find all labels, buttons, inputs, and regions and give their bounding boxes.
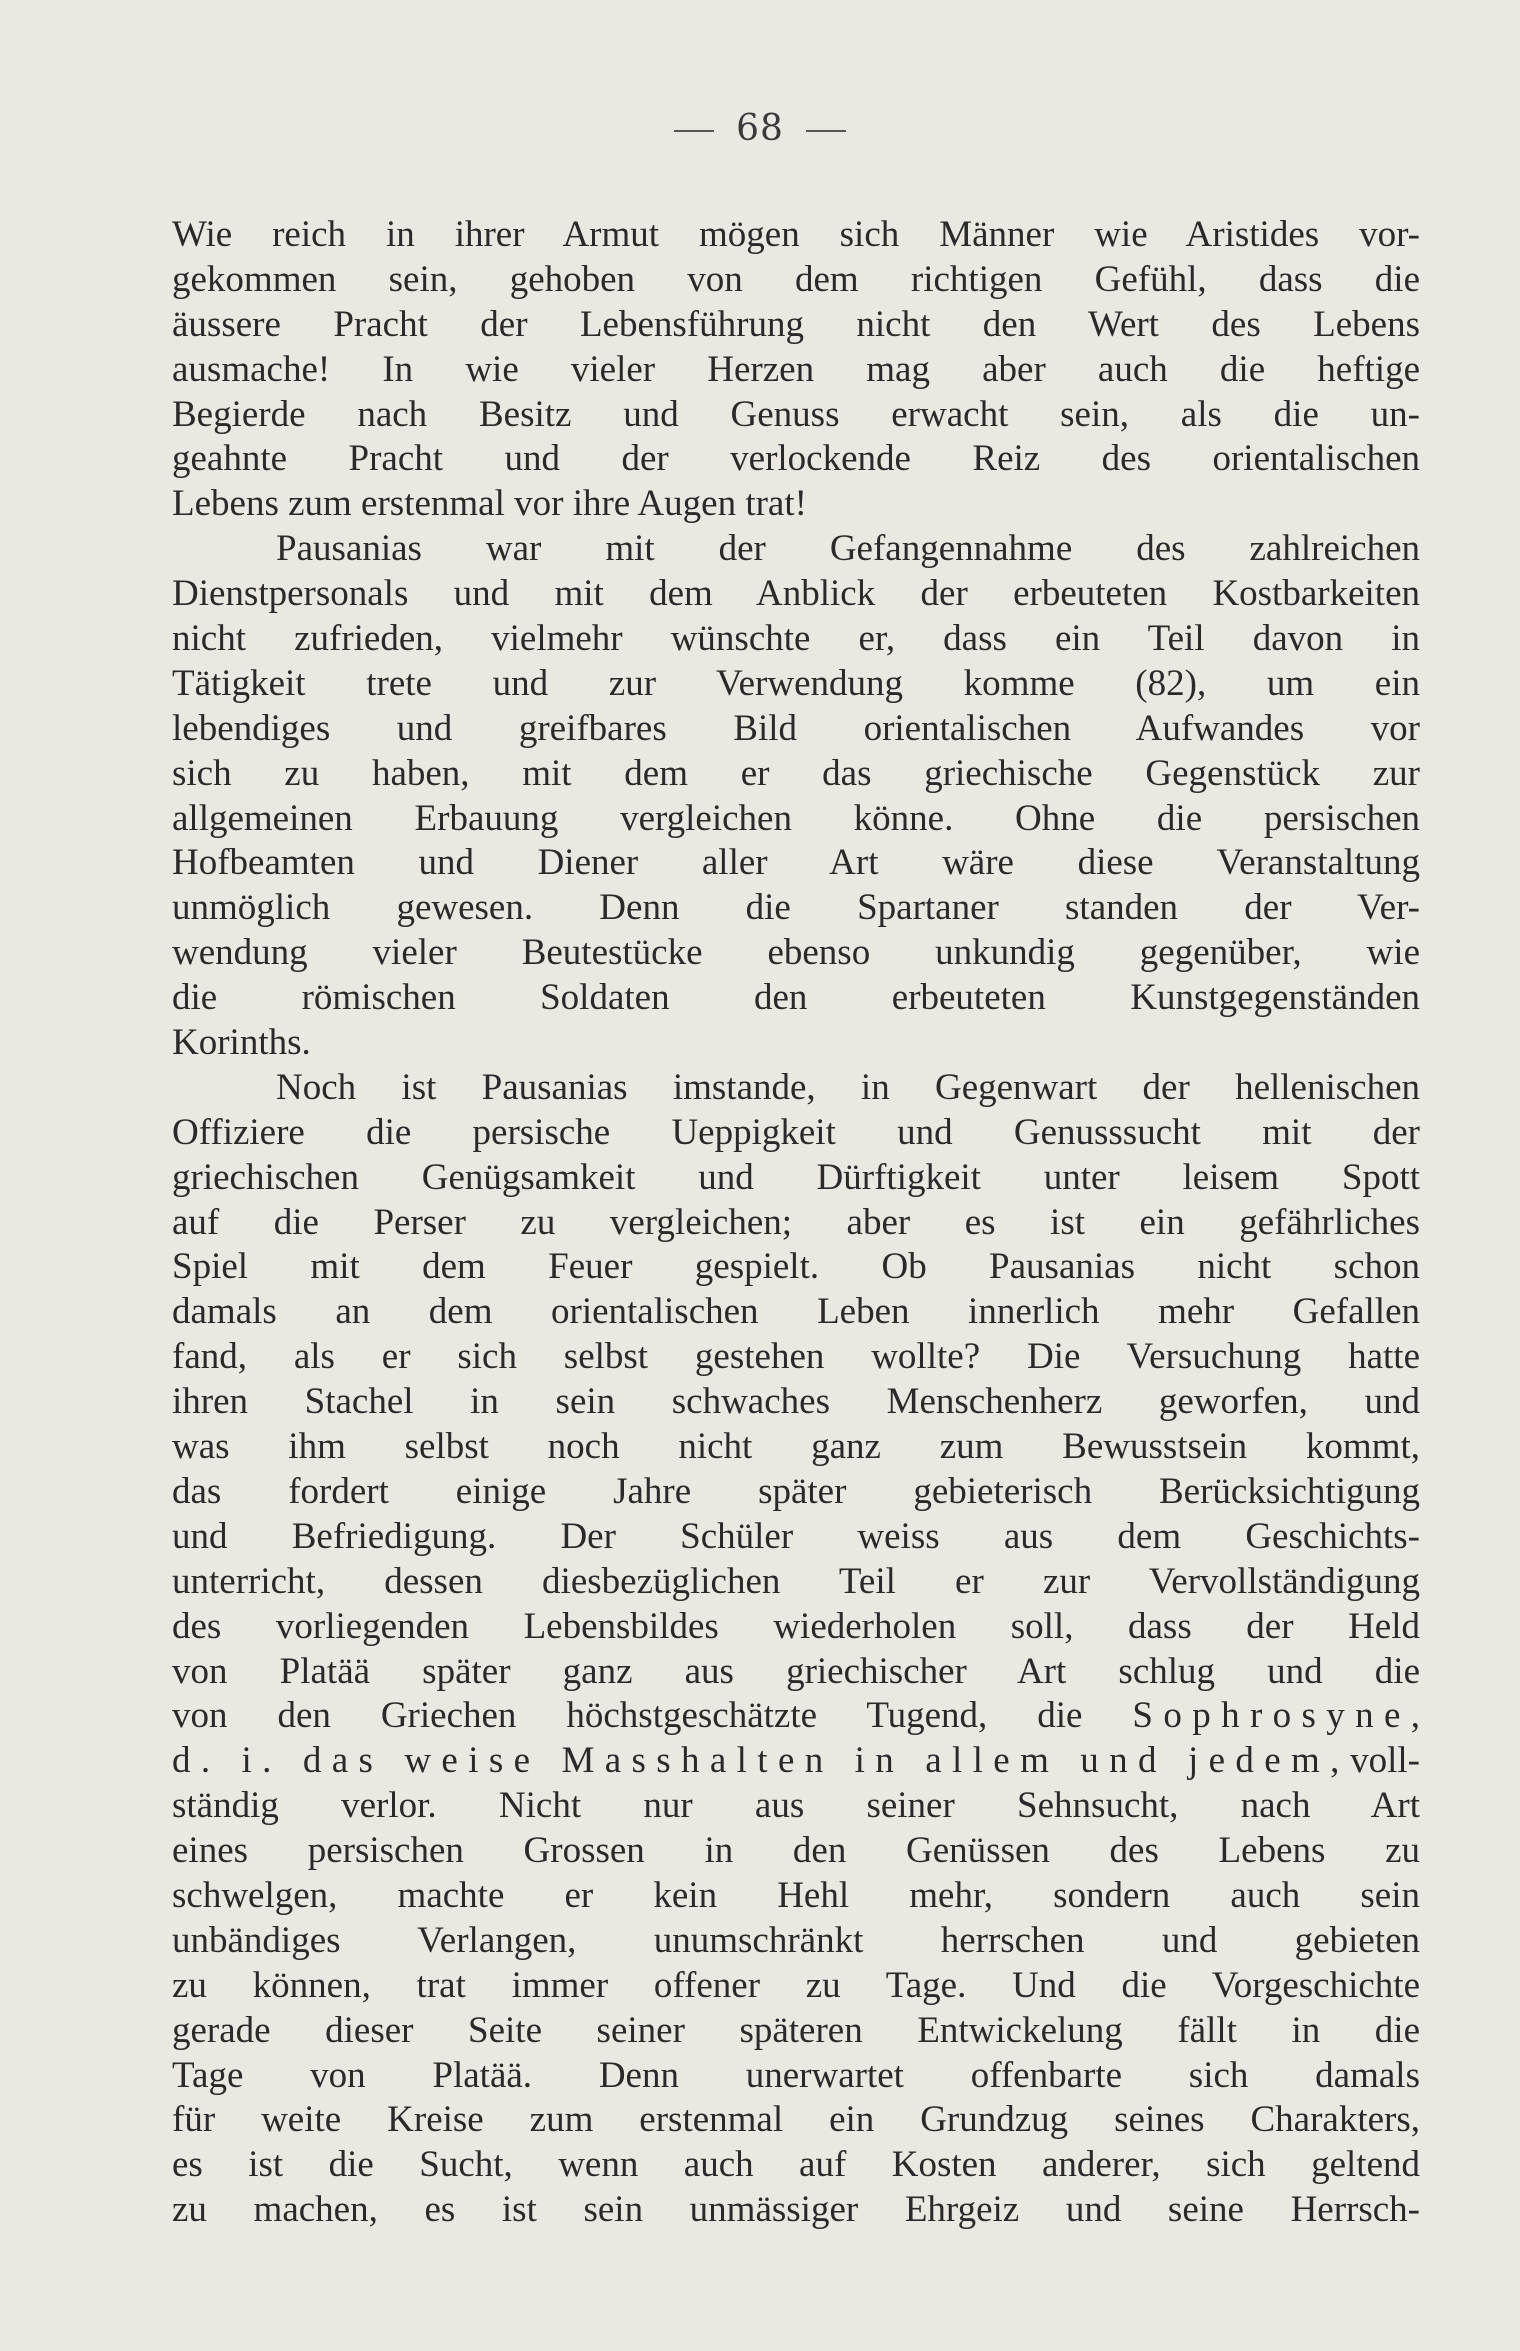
text-line: Hofbeamten und Diener aller Art wäre diese Veranstaltung xyxy=(172,842,1420,884)
text-line: sich zu haben, mit dem er das griechische Gegenstück zur xyxy=(172,752,1420,794)
text-line: Tage von Platää. Denn unerwartet offenbarte sich damals xyxy=(172,2054,1420,2096)
text-line: unbändiges Verlangen, unumschränkt herrschen und gebieten xyxy=(172,1919,1420,1961)
spaced-word-sophrosyne: Sophrosyne xyxy=(1132,1695,1411,1737)
text-line: geahnte Pracht und der verlockende Reiz des orientalischen xyxy=(172,438,1420,480)
text-line: Noch ist Pausanias imstande, in Gegenwart der hellenischen xyxy=(276,1066,1420,1108)
text-fragment: , voll- xyxy=(1330,1740,1421,1782)
text-line-spaced-masshalten xyxy=(172,1739,1420,1784)
spaced-phrase-masshalten: d. i. das weise Masshalten in allem und jedem xyxy=(172,1740,1331,1782)
text-line: Dienstpersonals und mit dem Anblick der erbeuteten Kostbarkeiten xyxy=(172,573,1420,615)
text-line: ausmache! In wie vieler Herzen mag aber auch die heftige xyxy=(172,348,1420,390)
text-line: Korinths. xyxy=(172,1022,311,1064)
text-line: ständig verlor. Nicht nur aus seiner Sehnsucht, nach Art xyxy=(172,1785,1420,1827)
left-dash xyxy=(674,130,714,132)
text-line: äussere Pracht der Lebensführung nicht den Wert des Lebens xyxy=(172,303,1420,345)
text-line: ihren Stachel in sein schwaches Menschenherz geworfen, und xyxy=(172,1381,1420,1423)
text-line: lebendiges und greifbares Bild orientalischen Aufwandes vor xyxy=(172,707,1420,749)
text-line: Wie reich in ihrer Armut mögen sich Männer wie Aristides vor- xyxy=(172,214,1420,255)
text-line: gerade dieser Seite seiner späteren Entwickelung fällt in die xyxy=(172,2009,1420,2051)
text-line: die römischen Soldaten den erbeuteten Kunstgegenständen xyxy=(172,977,1420,1019)
text-line: und Befriedigung. Der Schüler weiss aus dem Geschichts- xyxy=(172,1515,1420,1557)
text-line: des vorliegenden Lebensbildes wiederholen soll, dass der Held xyxy=(172,1605,1420,1647)
text-line: damals an dem orientalischen Leben innerlich mehr Gefallen xyxy=(172,1291,1420,1333)
text-line: Pausanias war mit der Gefangennahme des zahlreichen xyxy=(276,528,1420,570)
text-line: für weite Kreise zum erstenmal ein Grundzug seines Charakters, xyxy=(172,2099,1420,2141)
text-line: unterricht, dessen diesbezüglichen Teil er zur Vervollständigung xyxy=(172,1560,1420,1602)
text-line: nicht zufrieden, vielmehr wünschte er, dass ein Teil davon in xyxy=(172,618,1420,660)
page-number: 68 xyxy=(736,108,784,149)
text-line: eines persischen Grossen in den Genüssen des Lebens zu xyxy=(172,1830,1420,1872)
text-line: was ihm selbst noch nicht ganz zum Bewusstsein kommt, xyxy=(172,1426,1420,1468)
text-line: griechischen Genügsamkeit und Dürftigkeit unter leisem Spott xyxy=(172,1156,1420,1198)
text-line: es ist die Sucht, wenn auch auf Kosten anderer, sich geltend xyxy=(172,2144,1420,2186)
text-line: schwelgen, machte er kein Hehl mehr, sondern auch sein xyxy=(172,1874,1420,1916)
text-line: zu machen, es ist sein unmässiger Ehrgeiz und seine Herrsch- xyxy=(172,2189,1420,2231)
body-text xyxy=(172,213,1420,2233)
text-line-spaced-sophrosyne xyxy=(172,1694,1420,1739)
text-line: auf die Perser zu vergleichen; aber es ist ein gefährliches xyxy=(172,1201,1420,1243)
text-line: das fordert einige Jahre später gebieterisch Berücksichtigung xyxy=(172,1470,1420,1512)
text-line: wendung vieler Beutestücke ebenso unkundig gegenüber, wie xyxy=(172,932,1420,974)
text-line: zu können, trat immer offener zu Tage. Und die Vorgeschichte xyxy=(172,1964,1420,2006)
text-line: Spiel mit dem Feuer gespielt. Ob Pausanias nicht schon xyxy=(172,1246,1420,1288)
text-line: Lebens zum erstenmal vor ihre Augen trat! xyxy=(172,483,807,525)
text-line: fand, als er sich selbst gestehen wollte? Die Versuchung hatte xyxy=(172,1336,1420,1378)
text-line: Tätigkeit trete und zur Verwendung komme (82), um ein xyxy=(172,662,1420,704)
text-line: unmöglich gewesen. Denn die Spartaner standen der Ver- xyxy=(172,887,1420,929)
text-line: Begierde nach Besitz und Genuss erwacht sein, als die un- xyxy=(172,393,1420,435)
text-line: gekommen sein, gehoben von dem richtigen Gefühl, dass die xyxy=(172,258,1420,300)
page-number-header xyxy=(0,108,1520,149)
text-line: von Platää später ganz aus griechischer Art schlug und die xyxy=(172,1650,1420,1692)
text-line: Offiziere die persische Ueppigkeit und Genusssucht mit der xyxy=(172,1111,1420,1153)
text-fragment: von den Griechen höchstgeschätzte Tugend, die xyxy=(172,1695,1133,1737)
text-fragment: , xyxy=(1410,1695,1420,1737)
text-line: allgemeinen Erbauung vergleichen könne. Ohne die persischen xyxy=(172,797,1420,839)
right-dash xyxy=(806,130,846,132)
